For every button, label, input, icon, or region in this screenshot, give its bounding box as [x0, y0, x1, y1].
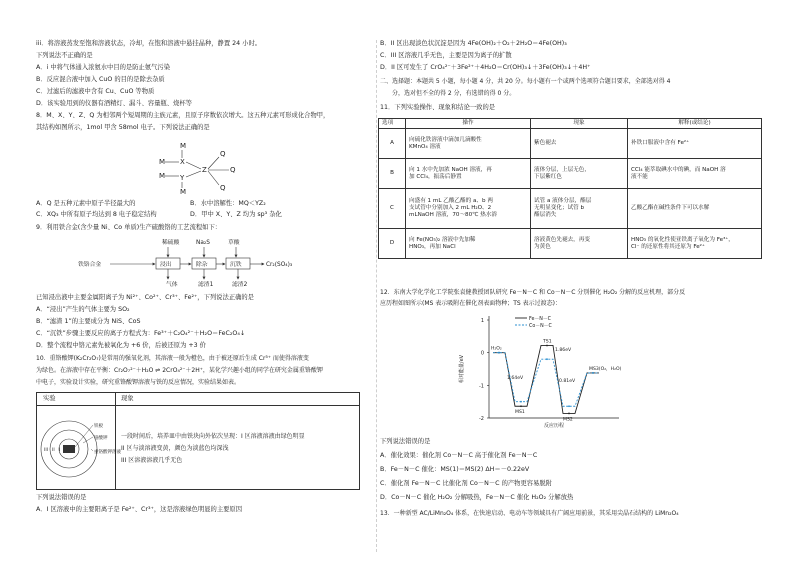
molecule-structure [150, 140, 260, 198]
q9-stem: 9．利用铁合金(含少量 Ni、Co 单质)生产硫酸铬的工艺流程如下： [36, 224, 222, 231]
y-axis-label: 相对能量/eV [459, 354, 465, 384]
atom-z: Z [202, 166, 207, 174]
table-cell-operation: 向 1 水中先加浓 NaOH 溶液，再 加 CCl₄，振荡后静置 [406, 159, 531, 189]
q11-table [378, 118, 762, 259]
data-point [520, 401, 522, 403]
zone-label-ii: II [52, 448, 55, 453]
q7-step-iii: iii．将溶液蒸发至饱和溶液状态，冷却，在饱和溶液中悬挂晶种，静置 24 小时。 [36, 40, 262, 47]
q12-stem-1: 12．东南大学化学化工学院张袁健教授团队研究 Fe－N－C 和 Co－N－C 分别催化 H₂O₂ 分解的反应机理，部分反 [380, 289, 686, 296]
q7-option-b: B．反应混合液中加入 CuO 的目的是除去杂质 [36, 76, 165, 83]
table-row [379, 229, 762, 259]
table-header: 选项 [379, 119, 406, 129]
flow-reagent-1: 稀硫酸 [162, 240, 180, 246]
flow-reagent-2: Na₂S [196, 240, 210, 246]
atom-m-2: M [159, 158, 166, 166]
table-cell-conclusion: 乙酸乙酯在碱性条件下可以水解 [628, 189, 762, 229]
flow-reagent-3: 草酸 [228, 240, 240, 246]
table-cell-operation: 向 Fe(NO₃)₂ 溶液中先加稀 HNO₃，再加 NaCl [406, 229, 531, 259]
q9-option-c: C．“沉铁”步骤主要反应的离子方程式为：Fe³⁺＋C₂O₄²⁻＋H₂O＝FeC₂O₄↓ [36, 330, 246, 337]
q10-option-b: B．II 区出现淡色状沉淀是因为 4Fe(OH)₂＋O₂＋2H₂O＝4Fe(OH)₃ [380, 40, 567, 47]
energy-annotation: 1.86eV [555, 348, 572, 354]
energy-profile-chart [455, 312, 625, 430]
experiment-table [36, 392, 360, 490]
table-cell-option: D [379, 229, 406, 259]
table-cell-conclusion: 补铁口服液中含有 Fe²⁺ [628, 129, 762, 159]
q12-option-a: A．催化效果：催化剂 Co－N－C 高于催化剂 Fe－N－C [380, 452, 538, 459]
flow-step-1: 浸出 [160, 262, 172, 268]
atom-q-2: Q [230, 166, 236, 174]
q9-given: 已知浸出液中主要金属阳离子为 Ni²⁺、Co²⁺、Cr³⁺、Fe²⁺，下列说法正确的是 [36, 294, 254, 301]
energy-annotation: 0.81eV [559, 379, 576, 385]
q12-option-c: C．催化剂 Fe－N－C 比催化剂 Co－N－C 的产物更容易脱附 [380, 480, 552, 487]
legend-label: Co－N－C [529, 323, 552, 329]
table-cell-option: C [379, 189, 406, 229]
y-tick-label: 1 [480, 318, 484, 324]
q10-stem-3: 中电子，实验设计实验，研究重铬酸钾溶液与铁的反应情况，实验结果如表。 [36, 379, 241, 386]
atom-y: Y [180, 174, 185, 182]
atom-m-1: M [180, 142, 187, 150]
exp-header-observation: 现象 [121, 395, 134, 402]
legend-dichromate: 重铬酸钾溶液 [94, 450, 121, 455]
stage-label: H₂O₂ [491, 346, 502, 352]
data-point [568, 405, 570, 407]
q10-option-a: A．I 区溶液中的主要阳离子是 Fe²⁺、Cr³⁺，这是溶液绿色明显的主要原因 [36, 506, 243, 513]
zone-label-i: I [59, 448, 61, 453]
q9-option-d: D．整个流程中铬元素先被氧化为 +6 价，后被还原为 +3 价 [36, 342, 206, 349]
data-point [520, 405, 522, 407]
q8-stem-1: 8．M、X、Y、Z、Q 为相邻两个短周期的主族元素，且原子序数依次增大。这五种元素可形成化合物甲， [36, 112, 330, 119]
flow-step-2: 除杂 [196, 262, 208, 268]
flow-byproduct-3: 滤渣2 [232, 282, 248, 288]
x-axis-label: 反应历程 [543, 423, 565, 429]
table-header-row [379, 119, 762, 129]
atom-q-3: Q [220, 184, 226, 192]
legend-iron-plate: 铁板 [94, 424, 103, 429]
table-row [379, 129, 762, 159]
y-tick-label: -1 [479, 383, 484, 390]
table-cell-operation: 向盛有 1 mL 乙酸乙酯的 a、b 两 支试管中分别加入 2 mL H₂O、2 mLNaOH 溶液，70～80℃ 热水浴 [406, 189, 531, 229]
atom-x: X [180, 158, 185, 166]
exp-header-experiment: 实验 [43, 395, 56, 402]
petri-dish-diagram [39, 409, 121, 485]
q10-stem-2: 为绿色。在溶液中存在平衡：Cr₂O₇²⁻＋H₂O ⇌ 2CrO₄²⁻＋2H⁺，某化学兴趣小组的同学在研究金属重铬酸钾 [36, 367, 323, 374]
flow-start: 铁铬合金 [78, 262, 102, 268]
flow-end: Cr₂(SO₄)₃ [266, 262, 293, 268]
atom-m-3: M [159, 172, 166, 180]
flow-byproduct-2: 滤渣1 [198, 282, 214, 288]
exp-observation-2: II 区与淡溶液变黄，颜色为淡蓝色均深浅 [121, 445, 229, 452]
stage-label: MS3(O₂，H₂O) [589, 366, 622, 372]
q9-option-b: B．“滤渣 1”的主要成分为 NiS、CoS [36, 318, 141, 325]
table-cell-observation: 溶液黄色先褪去，再变 为黄色 [531, 229, 628, 259]
table-cell-option: A [379, 129, 406, 159]
legend-label: Fe－N－C [529, 316, 551, 322]
zone-label-iii: III [44, 448, 48, 453]
table-cell-option: B [379, 159, 406, 189]
legend-chromate: 铬酸钾 [94, 436, 108, 441]
q11-stem: 11．下列实验操作、现象和结论一致的是 [380, 104, 496, 111]
q7-option-a: A．i 中将气体通入浓氨水中目的是防止氨气污染 [36, 64, 170, 71]
energy-annotation: 1.64eV [507, 375, 524, 381]
table-row [379, 189, 762, 229]
process-flow [60, 236, 310, 290]
q12-option-b: B．Fe－N－C 催化：MS(1)＝MS(2) ΔH＝－0.22eV [380, 466, 530, 473]
q12-prompt: 下列说法错误的是 [380, 438, 431, 445]
q12-stem-2: 应历程如图所示(MS 表示吸附在催化剂表面物种；TS 表示过渡态)： [380, 300, 561, 307]
table-cell-observation: 液体分层，上层无色， 下层紫红色 [531, 159, 628, 189]
atom-m-4: M [180, 188, 187, 196]
q7-prompt: 下列说法不正确的是 [36, 52, 93, 59]
q8-option-b: B．水中溶解性：MQ＜YZ₂ [190, 200, 266, 207]
table-header: 解释(或结论) [628, 119, 762, 129]
table-row [379, 159, 762, 189]
data-point [546, 358, 548, 360]
data-point [568, 413, 570, 415]
q12-option-d: D．Co－N－C 催化 H₂O₂ 分解吸热，Fe－N－C 催化 H₂O₂ 分解放热 [380, 494, 574, 501]
q8-option-a: A．Q 是五种元素中原子半径最大的 [36, 200, 136, 207]
section-2-heading: 二、选择题：本题共 5 小题，每小题 4 分，共 20 分。每小题有一个或两个选项符合题目要求，全部选对得 4 [380, 78, 671, 85]
stage-label: MS1 [515, 410, 525, 416]
stage-label: TS1 [543, 339, 552, 345]
table-cell-observation: 紫色褪去 [531, 129, 628, 159]
exp-observation-3: III 区溶液溶液几乎无色 [121, 457, 183, 464]
q7-option-c: C．过滤后的滤液中含有 Cu、CuO 等物质 [36, 88, 155, 95]
q10-option-d: D．II 区可发生了 CrO₄²⁻＋3Fe²⁺＋4H₂O＝Cr(OH)₃↓＋3Fe(OH)₃↓＋4H⁺ [380, 64, 591, 71]
q10-stem-1: 10．重铬酸钾(K₂Cr₂O₇)是常用的强氧化剂，其溶液一般为橙色，由于被还原后生成 Cr³⁺ 而使得溶液变 [36, 355, 309, 362]
data-point [498, 352, 500, 354]
q10-prompt: 下列说法错误的是 [36, 494, 87, 501]
table-cell-conclusion: HNO₃ 的氧化性使亚铁离子氧化为 Fe³⁺， Cl⁻ 的还原性将其还原为 Fe²⁺ [628, 229, 762, 259]
column-divider [376, 40, 377, 552]
exp-observation-1: 一段时间后，培养皿中由铁块向外依次呈现：I 区溶液溶液由绿色明显 [121, 433, 305, 440]
q10-option-c: C．III 区溶液几乎无色，主要是因为离子的扩散 [380, 52, 512, 59]
atom-q-1: Q [220, 150, 226, 158]
q9-option-a: A．“浸出”产生的气体主要为 SO₂ [36, 306, 130, 313]
q13-stem: 13．一种新型 AC/LiMn₂O₄ 体系，在快速启动、电动车等领域具有广阔应用前景，其采用尖晶石结构的 LiMn₂O₄ [380, 510, 679, 517]
y-tick-label: -2 [479, 416, 484, 422]
table-header: 现象 [531, 119, 628, 129]
data-point [592, 372, 594, 374]
flow-byproduct-1: 气体 [166, 282, 178, 288]
stage-label: MS2 [563, 417, 573, 423]
table-cell-conclusion: CCl₄ 能萃取碘水中的碘，而 NaOH 溶 液不能 [628, 159, 762, 189]
table-cell-observation: 试管 a 液体分层，酯层 无明显变化；试管 b 酯层消失 [531, 189, 628, 229]
section-2-heading-cont: 分，选对但不全的得 2 分，有选错的得 0 分。 [392, 90, 516, 97]
q8-stem-2: 其结构如图所示，1mol 甲含 58mol 电子。下列说法正确的是 [36, 124, 210, 131]
q8-option-c: C．XQ₃ 中所有原子均达到 8 电子稳定结构 [36, 211, 157, 218]
q7-option-d: D．该实验用到的仪器有酒精灯、漏斗、容量瓶、烧杯等 [36, 100, 192, 107]
table-cell-operation: 向硫化铁溶液中滴加几滴酸性 KMnO₄ 溶液 [406, 129, 531, 159]
y-tick-label: 0 [480, 350, 484, 357]
table-header: 操作 [406, 119, 531, 129]
data-point [546, 345, 548, 347]
q8-option-d: D．甲中 X、Y、Z 均为 sp³ 杂化 [190, 211, 282, 218]
flow-step-3: 沉铁 [230, 262, 242, 268]
